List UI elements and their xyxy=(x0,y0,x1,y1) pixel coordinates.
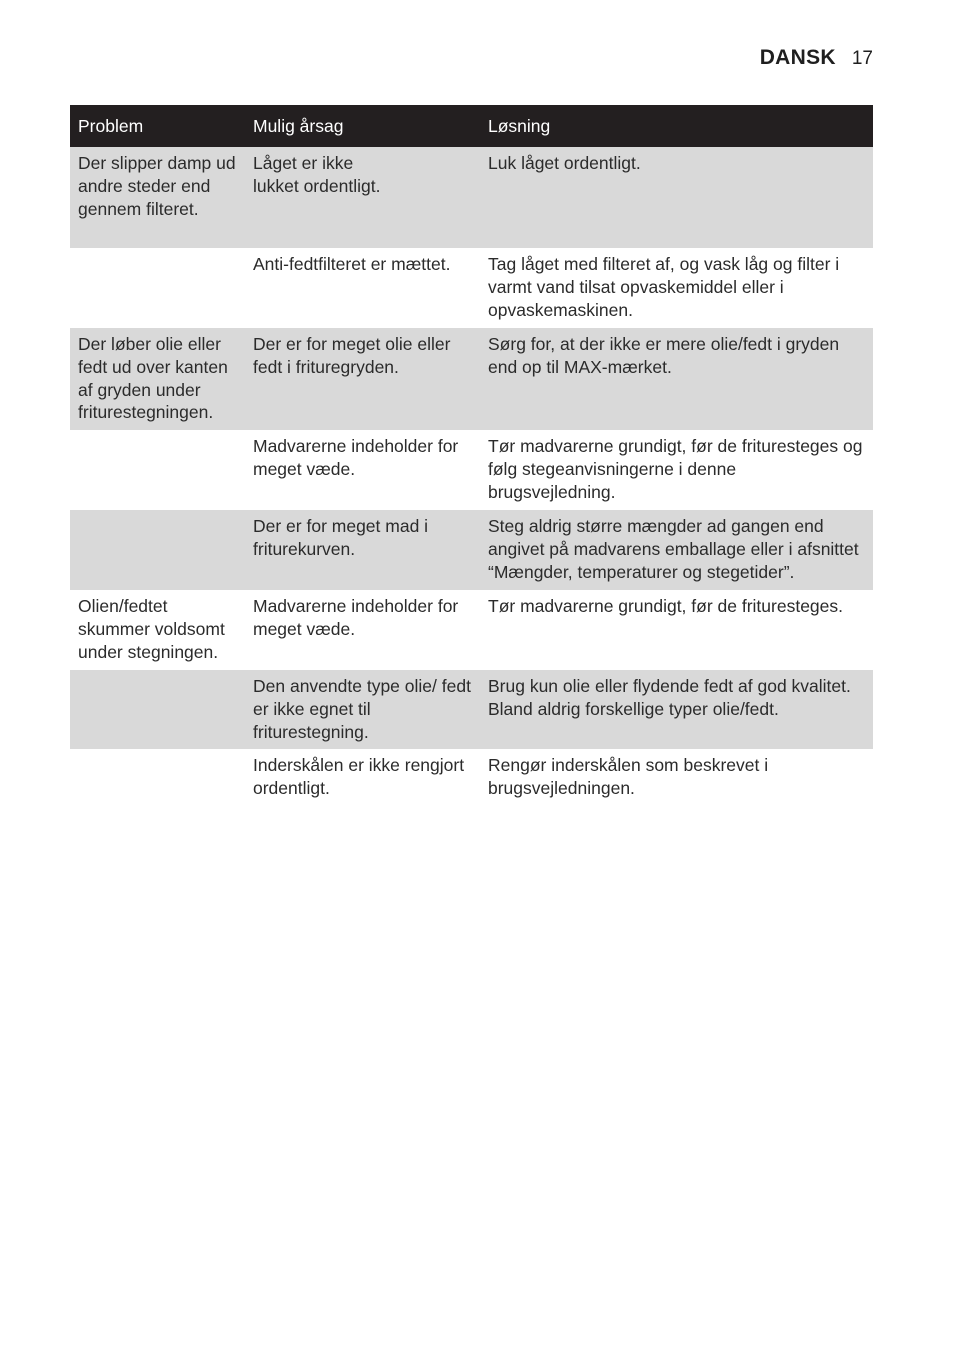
troubleshooting-table xyxy=(70,105,873,809)
problem-cell xyxy=(70,510,245,590)
cause-cell: Madvarerne indeholder for meget væde. xyxy=(253,436,459,479)
problem-cell xyxy=(70,670,245,749)
cause-cell: Den anvendte type olie/ fedt er ikke egnet til friturestegning. xyxy=(253,676,471,742)
page-number: 17 xyxy=(851,48,873,69)
table-row xyxy=(70,510,873,590)
language-label: DANSK xyxy=(759,46,836,69)
solution-cell: Luk låget ordentligt. xyxy=(488,153,641,173)
table-row xyxy=(70,147,873,248)
table-row xyxy=(70,749,873,809)
cause-cell: Madvarerne indeholder for meget væde. xyxy=(253,596,459,639)
problem-cell xyxy=(70,430,245,510)
problem-cell: Der slipper damp ud andre steder end gennem filteret. xyxy=(78,153,236,219)
column-header-solution: Løsning xyxy=(488,115,551,136)
table-row xyxy=(70,328,873,430)
cause-cell: Inderskålen er ikke rengjort ordentligt. xyxy=(253,755,465,798)
solution-cell: Tør madvarerne grundigt, før de frituresteges og følg stegeanvisningerne i denne brugsvejledning. xyxy=(488,436,863,502)
table-row xyxy=(70,670,873,749)
problem-cell xyxy=(70,248,245,328)
problem-cell: Der løber olie eller fedt ud over kanten af gryden under friturestegningen. xyxy=(78,334,228,423)
column-header-problem: Problem xyxy=(78,115,144,136)
cause-cell: Låget er ikke lukket ordentligt. xyxy=(253,153,381,196)
solution-cell: Rengør inderskålen som beskrevet i brugsvejledningen. xyxy=(488,755,769,798)
table-row xyxy=(70,430,873,510)
column-header-cause: Mulig årsag xyxy=(253,115,344,136)
problem-cell: Olien/fedtet skummer voldsomt under stegningen. xyxy=(78,596,225,662)
solution-cell: Tag låget med filteret af, og vask låg og filter i varmt vand tilsat opvaskemiddel eller i opvaskemaskinen. xyxy=(488,254,840,320)
table-header-row xyxy=(70,105,873,147)
cause-cell: Anti-fedtfilteret er mættet. xyxy=(253,254,451,274)
problem-cell xyxy=(70,749,245,809)
cause-cell: Der er for meget mad i friturekurven. xyxy=(253,516,429,559)
solution-cell: Tør madvarerne grundigt, før de frituresteges. xyxy=(488,596,843,616)
table-row xyxy=(70,590,873,670)
table-row xyxy=(70,248,873,328)
solution-cell: Steg aldrig større mængder ad gangen end angivet på madvarens emballage eller i afsnittet “Mængder, temperaturer og stegetider”. xyxy=(488,516,859,582)
cause-cell: Der er for meget olie eller fedt i frituregryden. xyxy=(253,334,451,377)
solution-cell: Brug kun olie eller flydende fedt af god kvalitet. Bland aldrig forskellige typer olie/fedt. xyxy=(488,676,851,719)
solution-cell: Sørg for, at der ikke er mere olie/fedt i gryden end op til MAX-mærket. xyxy=(488,334,840,377)
page-header xyxy=(760,46,873,70)
